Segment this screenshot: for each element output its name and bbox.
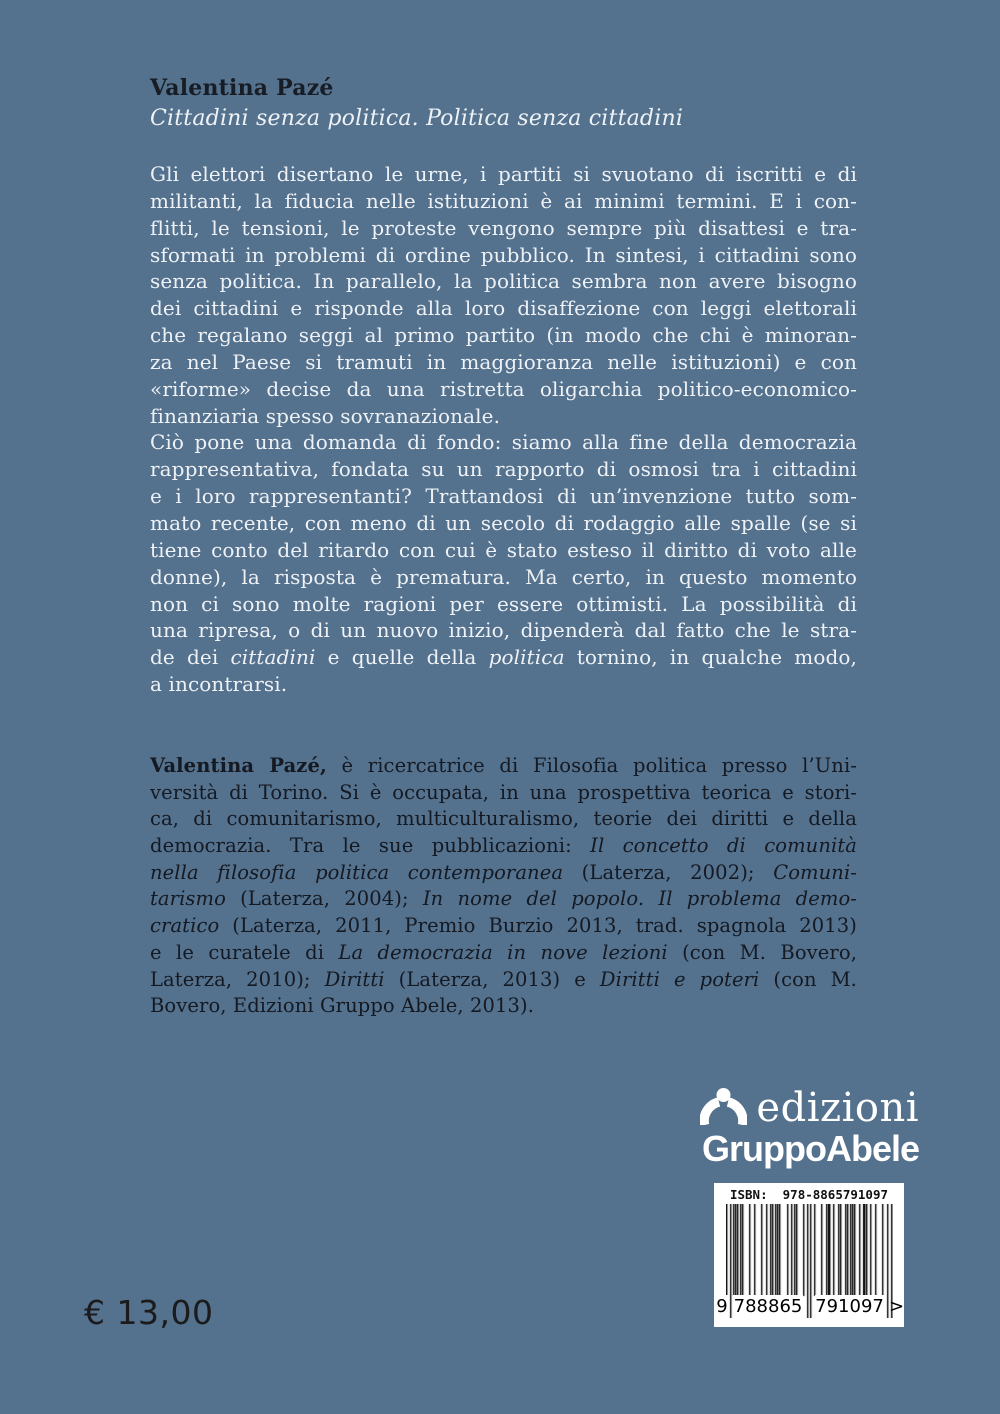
text-line: flitti, le tensioni, le proteste vengono sempre più disattesi e tra-	[150, 215, 857, 240]
publisher-logo	[700, 1085, 919, 1169]
text-line: Laterza, 2010); Diritti (Laterza, 2013) e Diritti e poteri (con M.	[150, 967, 857, 991]
text-line: tiene conto del ritardo con cui è stato esteso il diritto di voto alle	[150, 537, 857, 562]
author-name: Valentina Pazé	[150, 75, 334, 101]
text-line: nella filosofia politica contemporanea (Laterza, 2002); Comuni-	[150, 860, 857, 884]
text-line: e i loro rappresentanti? Trattandosi di un’invenzione tutto som-	[150, 484, 857, 509]
text-line: e le curatele di La democrazia in nove lezioni (con M. Bovero,	[150, 940, 857, 964]
text-line: mato recente, con meno di un secolo di rodaggio alle spalle (se si	[150, 510, 857, 535]
barcode-panel	[714, 1183, 904, 1327]
text-line: versità di Torino. Si è occupata, in una prospettiva teorica e stori-	[150, 780, 857, 804]
book-title: Cittadini senza politica. Politica senza cittadini	[150, 106, 684, 131]
barcode-digits	[714, 1295, 904, 1319]
text-line: rappresentativa, fondata su un rapporto di osmosi tra i cittadini	[150, 457, 857, 482]
text-line: non ci sono molte ragioni per essere ottimisti. La possibilità di	[150, 591, 857, 616]
author-bio	[150, 753, 857, 1020]
barcode-digit-group2: 791097	[815, 1296, 884, 1317]
publisher-name-edizioni: edizioni	[756, 1085, 919, 1131]
header	[150, 74, 857, 133]
back-cover-blurb	[150, 161, 857, 698]
text-line: «riforme» decise da una ristretta oligarchia politico-economico-	[150, 376, 857, 401]
text-line: sformati in problemi di ordine pubblico. In sintesi, i cittadini sono	[150, 242, 857, 267]
text-line: ca, di comunitarismo, multiculturalismo, teorie dei diritti e della	[150, 807, 857, 831]
text-line: senza politica. In parallelo, la politica sembra non avere bisogno	[150, 269, 857, 294]
text-line: militanti, la fiducia nelle istituzioni è ai minimi termini. E i con-	[150, 188, 857, 213]
text-line: donne), la risposta è prematura. Ma certo, in questo momento	[150, 564, 857, 589]
text-line: dei cittadini e risponde alla loro disaffezione con leggi elettorali	[150, 296, 857, 321]
price-label: € 13,00	[84, 1293, 214, 1332]
text-line: democrazia. Tra le sue pubblicazioni: Il concetto di comunità	[150, 834, 857, 858]
barcode-digit-group1: 788865	[733, 1296, 803, 1317]
isbn-label: ISBN: 978-8865791097	[729, 1187, 889, 1202]
text-line: Bovero, Edizioni Gruppo Abele, 2013).	[150, 994, 535, 1018]
text-line: a incontrarsi.	[150, 672, 288, 697]
publisher-name-gruppoabele: GruppoAbele	[701, 1128, 919, 1169]
text-line: Ciò pone una domanda di fondo: siamo alla fine della democrazia	[150, 430, 857, 455]
publisher-logo-row	[700, 1085, 919, 1131]
text-line: Valentina Pazé, è ricercatrice di Filosofia politica presso l’Uni-	[150, 754, 857, 777]
text-line: una ripresa, o di un nuovo inizio, dipenderà dal fatto che le stra-	[150, 618, 857, 643]
text-line: tarismo (Laterza, 2004); In nome del popolo. Il problema demo-	[150, 887, 857, 911]
text-line: Gli elettori disertano le urne, i partiti si svuotano di iscritti e di	[150, 162, 857, 186]
text-line: finanziaria spesso sovranazionale.	[150, 403, 501, 428]
barcode-arrow: >	[889, 1296, 905, 1317]
text-line: cratico (Laterza, 2011, Premio Burzio 2013, trad. spagnola 2013)	[150, 914, 857, 938]
barcode-digit-first: 9	[716, 1296, 728, 1317]
text-line: che regalano seggi al primo partito (in modo che chi è minoran-	[150, 323, 857, 348]
text-line: za nel Paese si tramuti in maggioranza nelle istituzioni) e con	[150, 349, 857, 374]
text-line: de dei cittadini e quelle della politica tornino, in qualche modo,	[150, 645, 857, 670]
person-open-arms-icon	[700, 1088, 747, 1125]
